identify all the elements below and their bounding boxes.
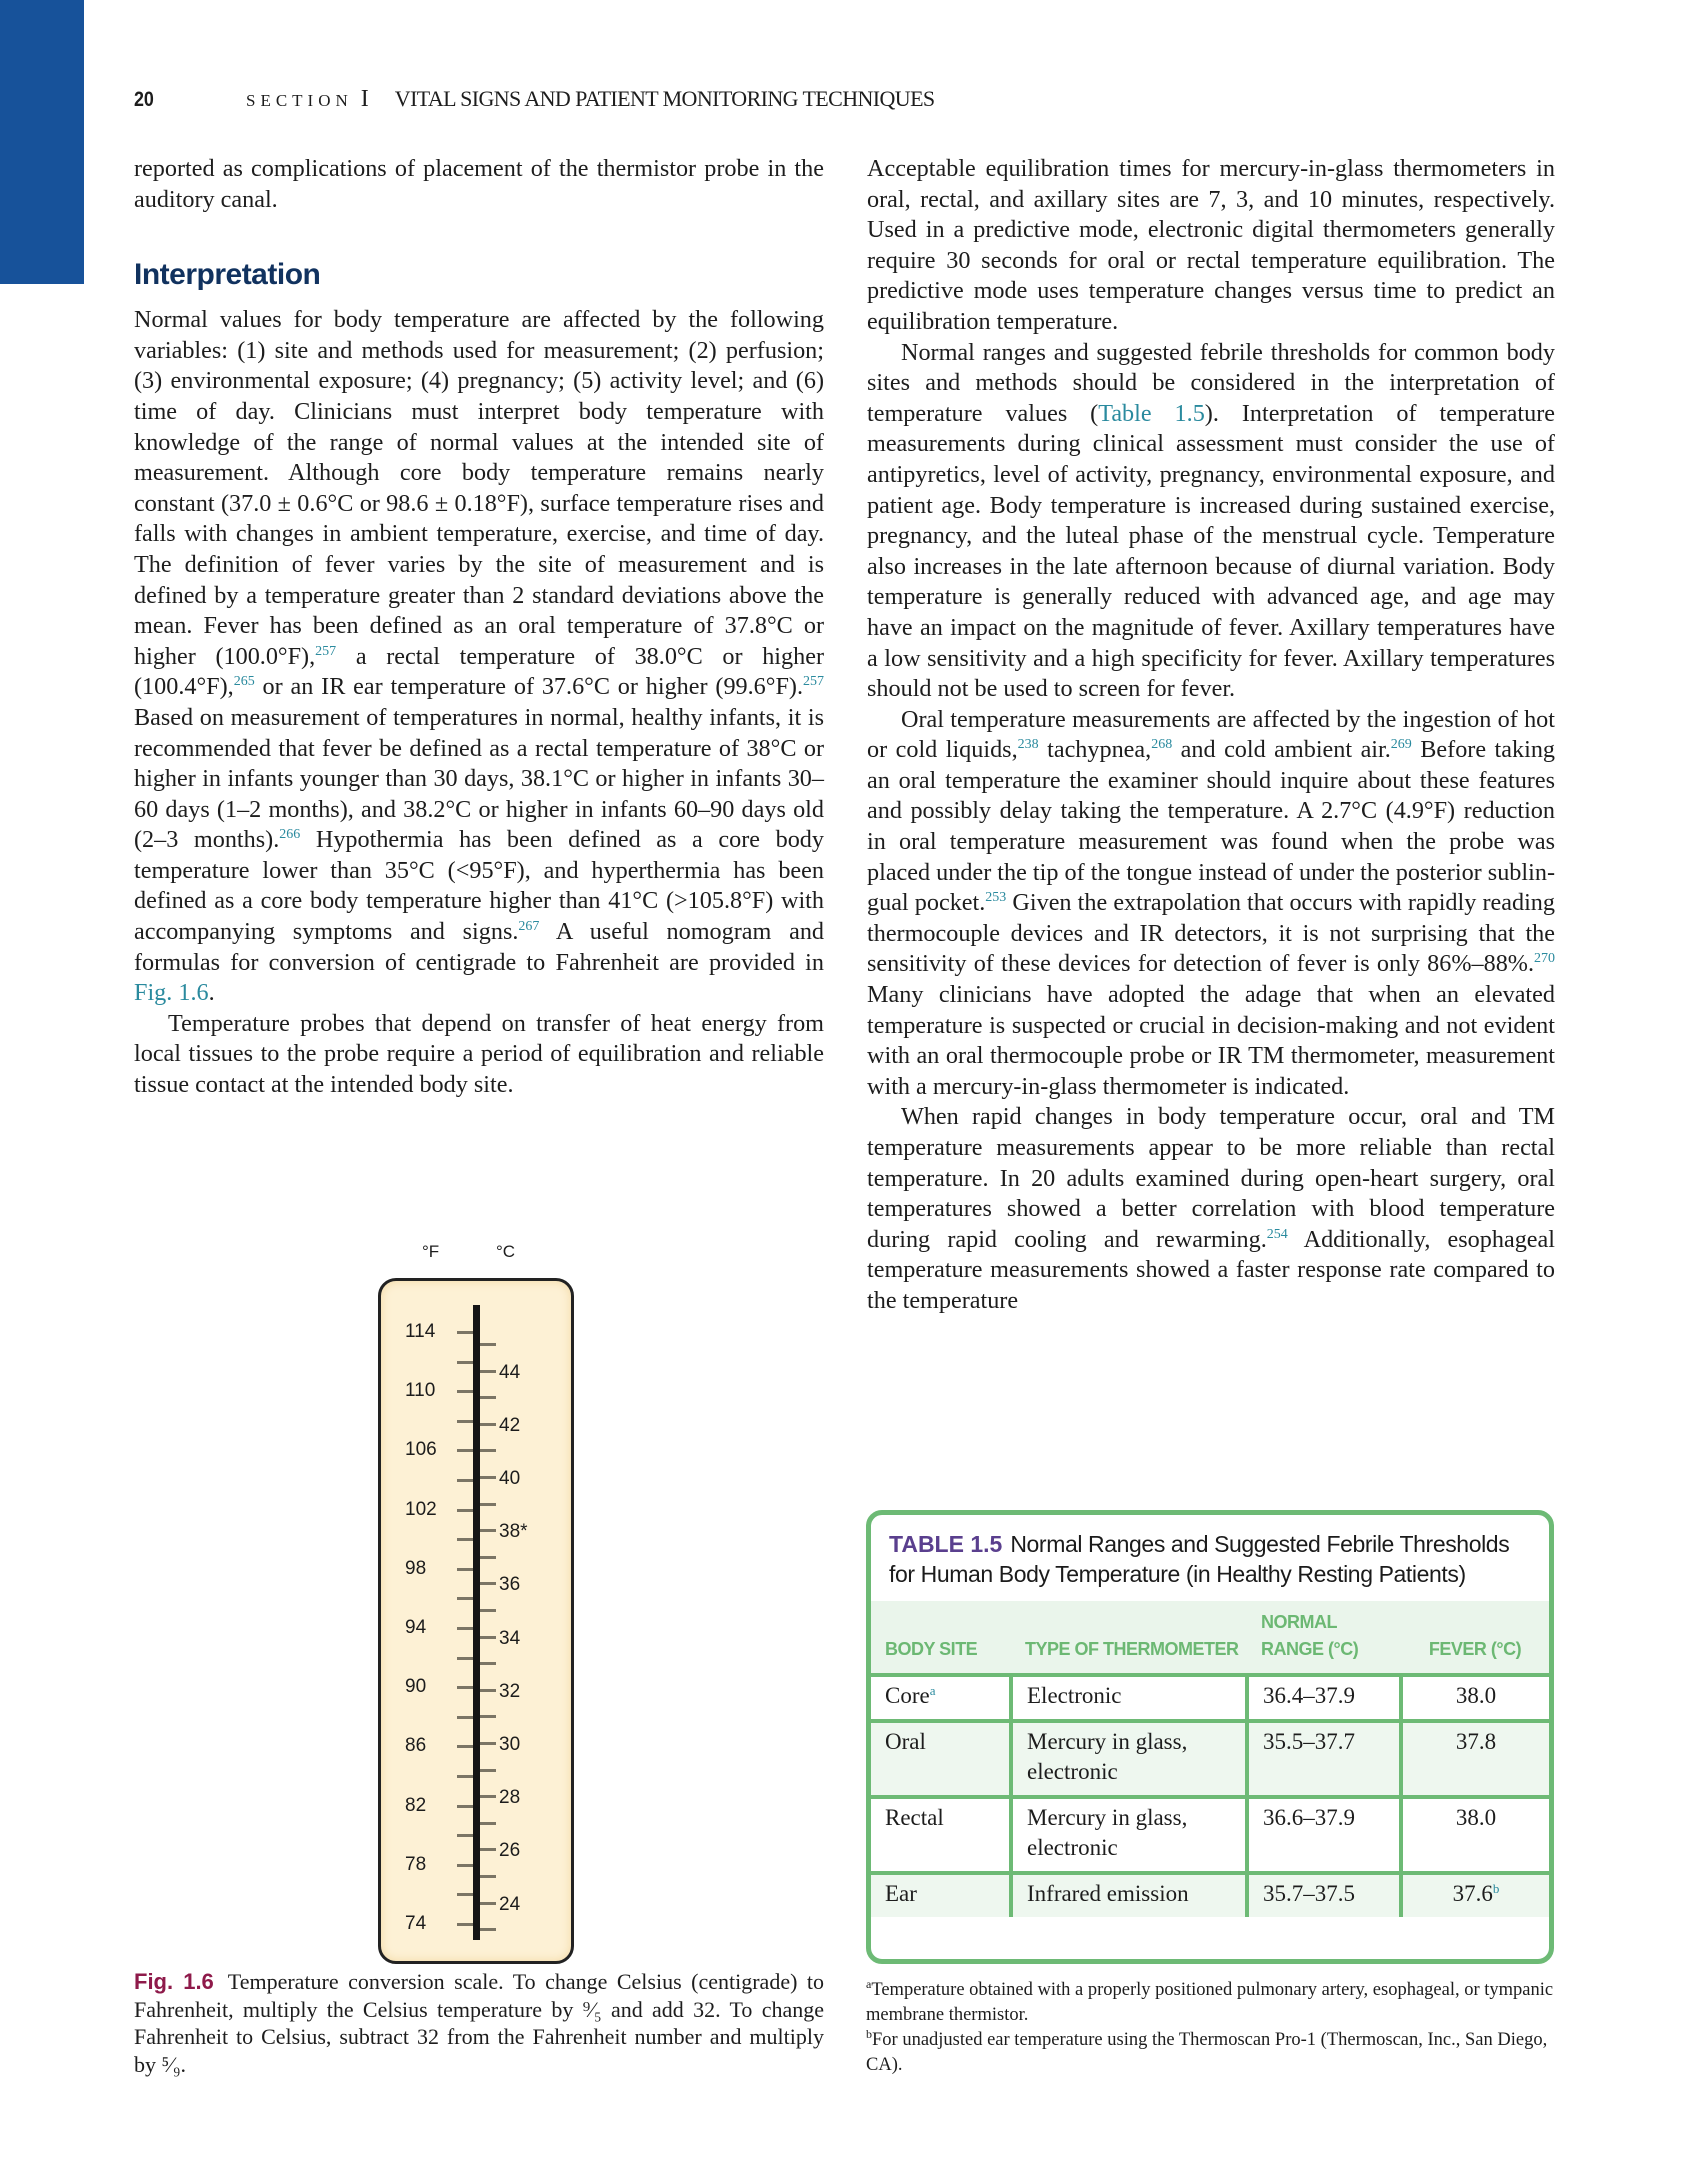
cell-fever: 37.6$^b$ — [1401, 1873, 1549, 1917]
cell-thermometer-type: Infrared emission — [1011, 1873, 1247, 1917]
citation-link[interactable]: 238 — [1017, 737, 1039, 753]
cell-body-site: Ear — [871, 1873, 1011, 1917]
celsius-label: 40 — [499, 1468, 521, 1489]
table-row — [871, 1797, 1549, 1873]
celsius-label: 28 — [499, 1787, 521, 1809]
table-title — [871, 1515, 1549, 1601]
paragraph-rapid-changes: When rapid changes in body temperature occur, oral and TM temperature measurements appear to be more reliable than rectal temperature. In 20 adults examined during open-heart surgery, oral temperatures showed a better correlation with blood temperature during rapid cooling and rewarming.$^{254}$ Additionally, esophageal temperature measurements showed a faster response rate compared to the temperature — [867, 1103, 1555, 1314]
fahrenheit-label: 86 — [405, 1735, 427, 1757]
chapter-title: VITAL SIGNS AND PATIENT MONITORING TECHNIQUES — [394, 86, 935, 111]
fahrenheit-tick — [457, 1657, 473, 1660]
table-row — [871, 1873, 1549, 1917]
cell-fever: 38.0 — [1401, 1797, 1549, 1873]
celsius-tick — [480, 1343, 496, 1346]
cell-normal-range: 36.6–37.9 — [1247, 1797, 1401, 1873]
citation-link[interactable]: 253 — [985, 890, 1007, 906]
celsius-label: 24 — [499, 1893, 521, 1915]
cell-thermometer-type: Mercury in glass, electronic — [1011, 1797, 1247, 1873]
fahrenheit-tick — [457, 1597, 473, 1600]
celsius-tick — [480, 1476, 496, 1479]
cell-thermometer-type: Mercury in glass, electronic — [1011, 1721, 1247, 1797]
running-header — [134, 86, 1554, 116]
figure-label: Fig. 1.6 — [134, 1969, 214, 1994]
celsius-tick — [480, 1875, 496, 1878]
continued-paragraph: reported as complications of placement of the thermistor probe in the auditory canal. — [134, 155, 824, 213]
celsius-tick — [480, 1449, 496, 1452]
celsius-tick — [480, 1423, 496, 1426]
citation-link[interactable]: 267 — [518, 919, 540, 935]
fahrenheit-label: 74 — [405, 1913, 427, 1934]
paragraph-normal-values: Normal values for body temperature are affected by the following variables: (1) site and methods used for measurement; (2) perfusion; (3) environmental exposure; (4) pregnancy; (5) activity level; and (6) time of day. Clinicians must interpret body temperature with knowledge of the range of normal values at the intended site of measurement. Although core body temperature remains nearly constant (37.0 ± 0.6°C or 98.6 ± 0.18°F), surface temperature rises and falls with changes in ambient temperature, exercise, and time of day. The definition of fever varies by the site of measurement and is defined by a temperature greater than 2 standard deviations above the mean. Fever has been defined as an oral temperature of 37.8°C or higher (100.0°F),$^{257}$ a rectal temperature of 38.0°C or higher (100.4°F),$^{265}$ or an IR ear temperature of 37.6°C or higher (99.6°F).$^{257}$ Based on measurement of temperatures in normal, healthy infants, it is recommended that fever be defined as a rectal temperature of 38°C or higher in infants younger than 30 days, 38.1°C or higher in infants 30–60 days (1–2 months), and 38.2°C or higher in infants 60–90 days old (2–3 months).$^{266}$ Hypothermia has been defined as a core body temperature lower than 35°C (<95°F), and hyperthermia has been defined as a core body temperature higher than 41°C (>105.8°F) with accompanying symptoms and signs.$^{267}$ A useful nomogram and formulas for conversion of centigrade to Fahrenheit are provided in Fig. 1.6. — [134, 306, 825, 1007]
celsius-tick — [480, 1396, 496, 1399]
fahrenheit-tick — [457, 1805, 473, 1808]
fahrenheit-tick — [457, 1893, 473, 1896]
celsius-tick — [480, 1582, 496, 1585]
fahrenheit-label: 106 — [405, 1439, 437, 1461]
fahrenheit-unit-label: °F — [422, 1242, 440, 1261]
citation-link[interactable]: 257 — [315, 643, 337, 659]
fahrenheit-tick — [457, 1864, 473, 1867]
figure-link[interactable]: Fig. 1.6 — [134, 979, 209, 1007]
page-number: 20 — [134, 88, 154, 111]
temperature-thresholds-table — [871, 1601, 1549, 1917]
celsius-tick — [480, 1662, 496, 1665]
celsius-tick — [480, 1503, 496, 1506]
citation-link[interactable]: 265 — [233, 674, 255, 690]
fahrenheit-tick — [457, 1331, 473, 1334]
cell-body-site: Oral — [871, 1721, 1011, 1797]
fahrenheit-tick — [457, 1449, 473, 1452]
celsius-label: 34 — [499, 1627, 521, 1649]
paragraph-equilibration: Acceptable equilibration times for mercury-in-glass thermometers in oral, rectal, and axillary sites are 7, 3, and 10 minutes, respectively. Used in a predictive mode, electronic digital thermometers generally require 30 seconds for oral or rectal temperature equilibration. The predictive mode uses temperature changes versus time to predict an equilibration temperature. — [867, 155, 1555, 335]
celsius-tick — [480, 1848, 496, 1851]
footnote-marker: a — [929, 1683, 936, 1698]
celsius-label: 26 — [499, 1840, 521, 1862]
fahrenheit-label: 94 — [405, 1617, 427, 1638]
fahrenheit-tick — [457, 1745, 473, 1748]
fahrenheit-tick — [457, 1420, 473, 1423]
citation-link[interactable]: 268 — [1151, 737, 1173, 753]
table-row — [871, 1675, 1549, 1721]
celsius-tick — [480, 1795, 496, 1798]
thermometer-axis — [473, 1305, 480, 1940]
figure-caption-text: Temperature conversion scale. To change Celsius (centigrade) to Fahrenheit, multiply the Celsius temperature by ⁹⁄₅ and add 32. To change Fahrenheit to Celsius, subtract 32 from the Fahrenheit number and multiply by ⁵⁄₉. — [134, 1969, 825, 2077]
celsius-tick — [480, 1742, 496, 1745]
right-column — [867, 154, 1555, 1317]
celsius-tick — [480, 1822, 496, 1825]
celsius-label: 44 — [499, 1361, 521, 1383]
celsius-tick — [480, 1556, 496, 1559]
table-number: TABLE 1.5 — [889, 1531, 1003, 1557]
temperature-conversion-figure — [378, 1238, 572, 1968]
fahrenheit-tick — [457, 1568, 473, 1571]
celsius-label: 30 — [499, 1734, 521, 1755]
fahrenheit-tick — [457, 1686, 473, 1689]
fahrenheit-tick — [457, 1775, 473, 1778]
column-header-body-site: BODY SITE — [871, 1601, 1011, 1675]
cell-normal-range: 36.4–37.9 — [1247, 1675, 1401, 1721]
table-1-5 — [866, 1510, 1554, 1964]
cell-body-site: Core$^a$ — [871, 1675, 1011, 1721]
fahrenheit-tick — [457, 1479, 473, 1482]
cell-fever: 37.8 — [1401, 1721, 1549, 1797]
fahrenheit-tick — [457, 1923, 473, 1926]
table-link[interactable]: Table 1.5 — [1098, 399, 1205, 427]
citation-link[interactable]: 270 — [1534, 951, 1555, 967]
fahrenheit-tick — [457, 1834, 473, 1837]
table-title-text: Normal Ranges and Suggested Febrile Thresholds for Human Body Temperature (in Healthy Resting Patients) — [889, 1531, 1510, 1587]
celsius-tick — [480, 1529, 496, 1532]
paragraph-normal-ranges: Normal ranges and suggested febrile thresholds for common body sites and methods should be considered in the interpretation of temperature values (Table 1.5). Interpretation of temperature measurements during clinical assessment must consider the use of antipyretics, level of activity, pregnancy, environmental exposure, and patient age. Body temperature is increased during sustained exercise, pregnancy, and the luteal phase of the menstrual cycle. Temperature also increases in the late afternoon because of diurnal variation. Body temperature is generally reduced with advanced age, and age may have an impact on the magnitude of fever. Axillary temperatures have a low sensitivity and a high specificity for fever. Axillary temperatures should not be used to screen for fever. — [867, 338, 1556, 703]
section-number: I — [360, 86, 369, 112]
celsius-label: 38* — [499, 1521, 528, 1543]
citation-link[interactable]: 269 — [1390, 737, 1412, 753]
citation-link[interactable]: 266 — [279, 827, 301, 843]
fahrenheit-label: 110 — [405, 1380, 436, 1402]
thermometer-scale — [378, 1278, 574, 1964]
fahrenheit-tick — [457, 1716, 473, 1719]
cell-normal-range: 35.5–37.7 — [1247, 1721, 1401, 1797]
celsius-tick — [480, 1902, 496, 1905]
fahrenheit-tick — [457, 1627, 473, 1630]
footnote-marker: b — [1492, 1881, 1500, 1896]
footnote-a: $^a$Temperature obtained with a properly positioned pulmonary artery, esophageal, or tympanic membrane thermistor. — [866, 1977, 1554, 2025]
section-color-tab — [0, 0, 84, 284]
footnote-b: $^b$For unadjusted ear temperature using the Thermoscan Pro-1 (Thermoscan, Inc., San Diego, CA). — [866, 2027, 1548, 2075]
celsius-tick — [480, 1609, 496, 1612]
celsius-unit-label: °C — [496, 1242, 516, 1261]
paragraph-oral-temperature: Oral temperature measurements are affected by the ingestion of hot or cold liquids,$^{238}$ tachypnea,$^{268}$ and cold ambient air.$^{269}$ Before taking an oral temperature the examiner should inquire about these features and possibly delay taking the temperature. A 2.7°C (4.9°F) reduction in oral temperature measurement was found when the probe was placed under the tip of the tongue instead of under the posterior sublingual pocket.$^{253}$ Given the extrapolation that occurs with rapidly reading thermocouple devices and IR detectors, it is not surprising that the sensitivity of these devices for detection of fever is only 86%–88%.$^{270}$ Many clinicians have adopted the adage that when an elevated temperature is suspected or crucial in decision-making and not evident with an oral thermocouple probe or IR TM thermometer, measurement with a mercury-in-glass thermometer is indicated. — [867, 705, 1556, 1100]
fahrenheit-tick — [457, 1361, 473, 1364]
celsius-tick — [480, 1689, 496, 1692]
fahrenheit-label: 98 — [405, 1557, 427, 1579]
fahrenheit-label: 90 — [405, 1676, 427, 1698]
column-header-thermometer-type: TYPE OF THERMOMETER — [1011, 1601, 1247, 1675]
unit-labels — [378, 1238, 572, 1266]
celsius-label: 36 — [499, 1574, 521, 1596]
citation-link[interactable]: 257 — [803, 674, 824, 690]
fahrenheit-tick — [457, 1390, 473, 1393]
celsius-label: 42 — [499, 1414, 521, 1436]
fahrenheit-label: 114 — [405, 1321, 436, 1342]
fahrenheit-label: 82 — [405, 1794, 427, 1816]
celsius-tick — [480, 1715, 496, 1718]
fahrenheit-label: 102 — [405, 1498, 437, 1520]
cell-fever: 38.0 — [1401, 1675, 1549, 1721]
cell-normal-range: 35.7–37.5 — [1247, 1873, 1401, 1917]
figure-caption — [134, 1968, 824, 2078]
celsius-tick — [480, 1636, 496, 1639]
fahrenheit-tick — [457, 1509, 473, 1512]
table-footnotes — [866, 1978, 1556, 2078]
celsius-tick — [480, 1370, 496, 1373]
column-header-fever: FEVER (°C) — [1401, 1601, 1549, 1675]
section-heading: Interpretation — [134, 258, 321, 292]
fahrenheit-tick — [457, 1538, 473, 1541]
fahrenheit-label: 78 — [405, 1853, 427, 1875]
cell-thermometer-type: Electronic — [1011, 1675, 1247, 1721]
celsius-tick — [480, 1769, 496, 1772]
paragraph-temperature-probes: Temperature probes that depend on transfer of heat energy from local tissues to the probe require a period of equilibration and reliable tissue contact at the intended body site. — [134, 1009, 824, 1099]
column-header-normal-range: NORMAL RANGE (°C) — [1247, 1601, 1401, 1675]
left-column — [134, 154, 824, 1101]
celsius-label: 32 — [499, 1680, 521, 1702]
cell-body-site: Rectal — [871, 1797, 1011, 1873]
section-label: SECTION — [246, 91, 353, 110]
citation-link[interactable]: 254 — [1266, 1226, 1288, 1242]
table-row — [871, 1721, 1549, 1797]
celsius-tick — [480, 1928, 496, 1931]
